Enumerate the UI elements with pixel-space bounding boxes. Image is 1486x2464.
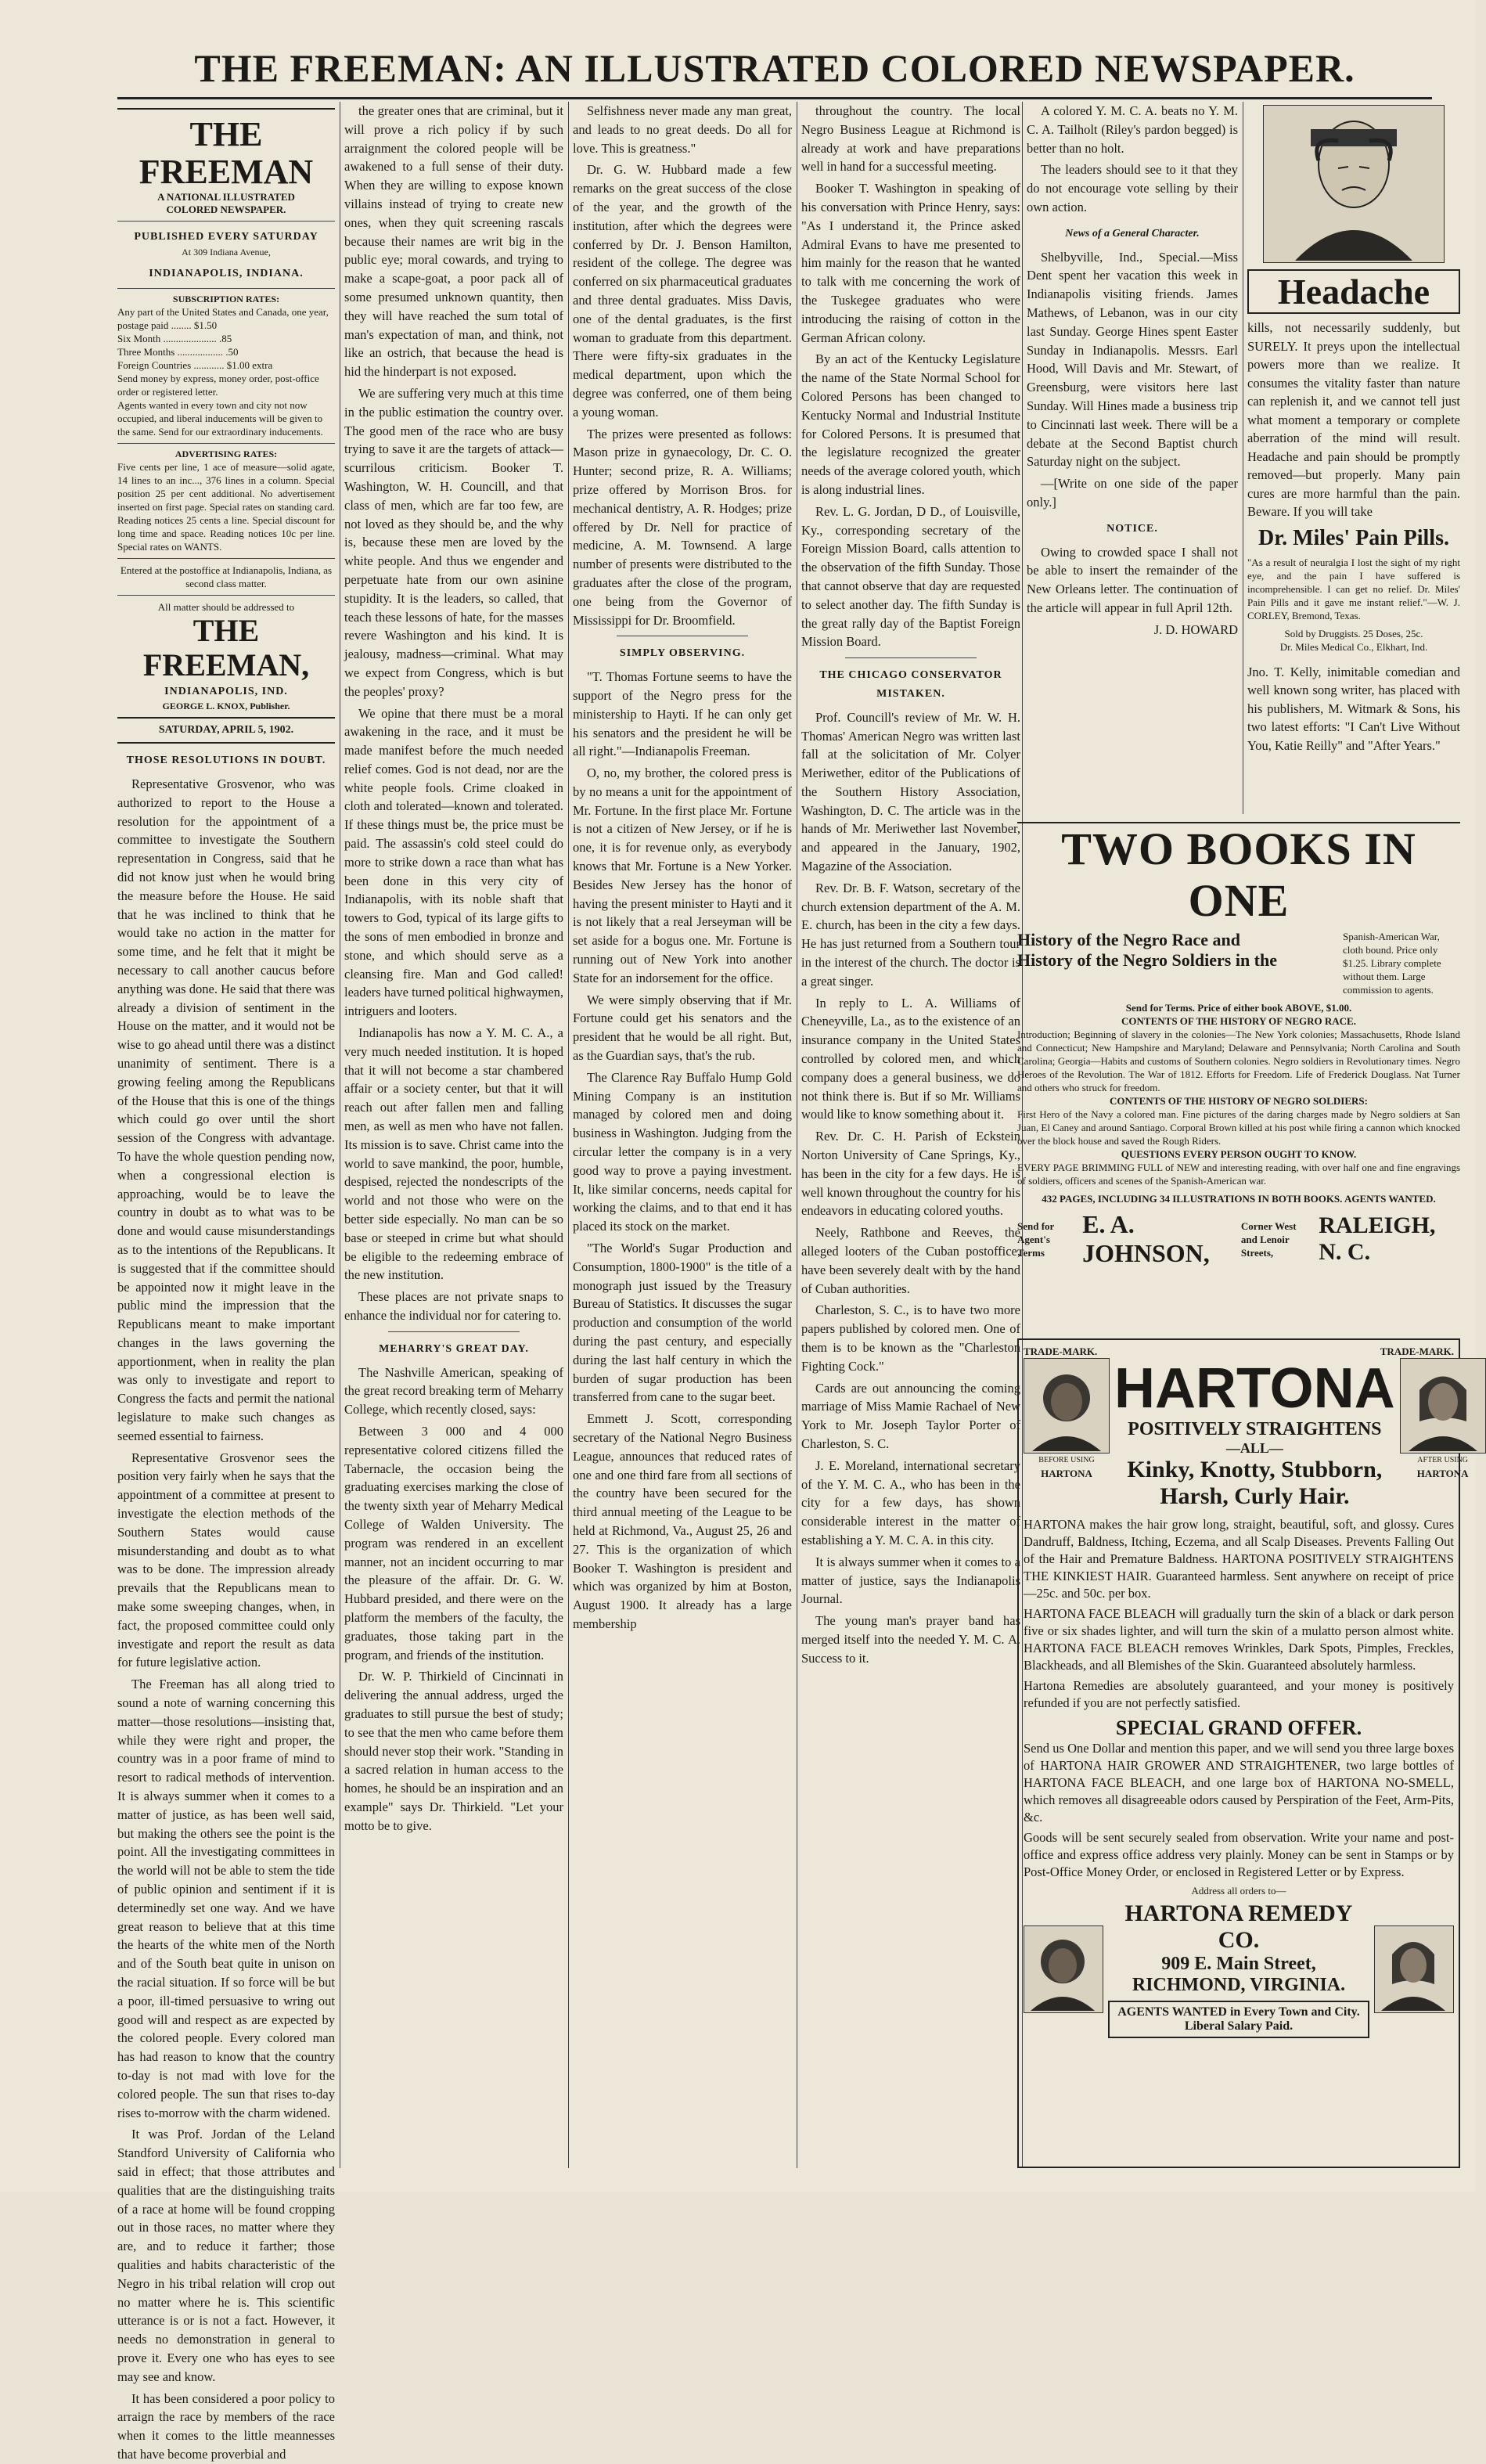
published-line: PUBLISHED EVERY SATURDAY	[134, 231, 318, 243]
subscription-head: SUBSCRIPTION RATES:	[172, 293, 280, 304]
headache-body: kills, not necessarily suddenly, but SURELY. It preys upon the intellectual powers more than we realize. It consumes the vitality faster than nature can replenish it, and we cannot tell just what moment a temporary or complete aberration of the mind will result. Headache and pain should be promptly removed—but properly. Many pain cures are more harmful than the pain. Beware. If you will take	[1247, 320, 1460, 519]
agent-city: RALEIGH, N. C.	[1319, 1212, 1436, 1265]
agent-address: Corner West and Lenoir Streets,	[1240, 1219, 1297, 1259]
article-headline: News of a General Character.	[1065, 227, 1200, 240]
two-books-ad	[1017, 822, 1460, 1268]
brimming-text: EVERY PAGE BRIMMING FULL of NEW and interesting reading, with over half one and fine engravings of soldiers, officers and scenes of the Spanish-American war.	[1017, 1162, 1460, 1187]
article-paragraph: Representative Grosvenor sees the position very fairly when he says that the appointment of a committee at present to investigate the election methods of the Southern States would cause misunderstanding and doubt as to what was to be done. The impression already prevails that the Republicans mean to make some sweeping changes, when, in fact, the proposed committee could only investigate and report the result as data for future legislative action.	[117, 1450, 335, 1670]
column-1	[117, 102, 335, 2462]
article-paragraph: We were simply observing that if Mr. Fortune could get his senators and the president that he would be all right. But, as the Guardian says, that's the rub.	[573, 992, 792, 1064]
notice-text: Owing to crowded space I shall not be able to insert the remainder of the New Orleans letter. The continuation of the article will appear in full April 12th.	[1027, 544, 1238, 615]
article-paragraph: We are suffering very much at this time in the public estimation the country over. The good men of the race who are busy trying to save it are the targets of attack—scurrilous criticism. Booker T. Washington, W. H. Councill, and that class of men, which are far too few, are not loved as they should be, and the why is, because these men are loved by the white people. And thus we engender and perpetuate hate from our own asinine stupidity. It is the leaders, so called, that teach these lessons of hate, for the masses revere Washington and his kind. It is jealousy, madness—criminal. What may we expect from Congress, which is but the peoples' proxy?	[344, 385, 563, 699]
masthead-title: THE FREEMAN	[139, 115, 314, 191]
divider	[117, 595, 335, 596]
page-banner: THE FREEMAN: AN ILLUSTRATED COLORED NEWSPAPER.	[194, 46, 1355, 90]
suffering-man-icon	[1264, 106, 1444, 261]
trade-mark-label: TRADE-MARK.	[1380, 1345, 1454, 1357]
notice-signature: J. D. HOWARD	[1153, 621, 1238, 637]
divider	[117, 443, 335, 444]
pages-line: 432 PAGES, INCLUDING 34 ILLUSTRATIONS IN BOTH BOOKS. AGENTS WANTED.	[1042, 1193, 1436, 1205]
article-paragraph: Rev. Dr. C. H. Parish of Eckstein Norton University of Cane Springs, Ky., has been in the city for a few days. He is well known throughout the country for his endeavors in educating colored youths.	[801, 1129, 1020, 1219]
subscription-line: Any part of the United States and Canada, one year, postage paid ........ $1.50	[117, 305, 329, 331]
article-paragraph: The prizes were presented as follows: Mason prize in gynaecology, Dr. C. O. Hunter; second prize, R. A. Williams; prize offered by Morrison Bros. for mechanical dentistry, A. R. Hodges; prize offered by Dr. Nell for practice of medicine, A. M. Townsend. A large number of presents were distributed to the graduates after the close of the program, one being from the Governor of Mississippi for Dr. Broomfield.	[573, 426, 792, 628]
article-paragraph: Prof. Councill's review of Mr. W. H. Thomas' American Negro was written last fall at the solicitation of Mr. Colyer Meriwether, editor of the Publications of the Southern History Association, Washington, D. C. The article was in the hands of Mr. Meriwether last November, and appeared in the January, 1902, Magazine of the Association.	[801, 709, 1020, 874]
soldiers-contents-head: CONTENTS OF THE HISTORY OF NEGRO SOLDIERS:	[1110, 1095, 1368, 1107]
article-paragraph: O, no, my brother, the colored press is by no means a unit for the appointment of Mr. Fortune. In the first place Mr. Fortune is not a citizen of New Jersey, or if he is one, it is for revenue only, as everybody knows that Mr. Fortune is a New Yorker. Besides New Jersey has the honor of having the present minister to Hayti and it is not likely that a real Jerseyman will be set aside for a bogus one. Mr. Fortune is running out of New York into another State for an indorsement for the office.	[573, 765, 792, 985]
article-headline: SIMPLY OBSERVING.	[619, 647, 746, 660]
trade-mark-label: TRADE-MARK.	[1024, 1345, 1098, 1357]
article-paragraph: The Freeman has all along tried to sound a note of warning concerning this matter—those resolutions—insisting that, while they were right and proper, the country was in a poor frame of mind to resort to radical methods of intervention. It is always summer when it comes to a matter of justice, as has been well said, but making the others see the point is the point. All the investigating committees in the world will not be able to stem the tide of public opinion and sentiment if it is determinedly set one way. And we have great reason to believe that at this time the hearts of the white men of the North and of the South beat quite in unison on the racial situation. If so force will be but a poor, ill-timed persuasive to wring out good will and respect as are expected by the colored people. Every colored man has had reason to know that the country to-day is not mad with love for the colored people. The sun that rises to-day rises to-morrow with the charm widened.	[117, 1677, 335, 2120]
article-paragraph: It was Prof. Jordan of the Leland Standford University of California who said in effect; that those attributes and qualities that are the distinguishing traits of a race at home will be found cropping out in those races, no matter where they are, and to reduce it farther; those qualities and habits characteristic of the Negro in his tribal relation will crop out no matter where he is. This scientific utterance is or is not a fact. However, it needs no demonstration in general to prove it. Every one who has eyes to see may see and know.	[117, 2127, 335, 2384]
before-brand: HARTONA	[1041, 1468, 1092, 1479]
pain-pills-brand: Dr. Miles' Pain Pills.	[1258, 525, 1449, 550]
issue-date: SATURDAY, APRIL 5, 1902.	[117, 717, 335, 744]
hartona-tagline: Kinky, Knotty, Stubborn,	[1127, 1457, 1383, 1482]
soldiers-contents: First Hero of the Navy a colored man. Fine pictures of the daring charges made by Negro soldiers at San Juan, El Caney and around Santiago. Corporal Brown killed at his post while firing a cannon which knocked over the block house and saved the Rough Riders.	[1017, 1108, 1460, 1147]
article-paragraph: The Nashville American, speaking of the great record breaking term of Meharry College, which recently closed, says:	[344, 1364, 563, 1418]
company-city: RICHMOND, VIRGINIA.	[1132, 1975, 1346, 1995]
article-paragraph: Dr. W. P. Thirkield of Cincinnati in delivering the annual address, urged the graduates to still pursue the best of study; to see that the men who came before them should never stop their work. "Standing in a sacred relation in human access to the homes, he should be an inspiration and an example" says Dr. Thirkield. "Let your motto be to give.	[344, 1669, 563, 1833]
article-paragraph: "T. Thomas Fortune seems to have the support of the Negro press for the ministership to Hayti. If he can only get his senators and the president he will be all right."—Indianapolis Freeman.	[573, 669, 792, 759]
kelly-note: Jno. T. Kelly, inimitable comedian and well known song writer, has placed with his publishers, M. Witmark & Sons, his two latest efforts: "I Can't Live Without You, Katie Reilly" and "After Years."	[1247, 664, 1460, 753]
company-name: HARTONA REMEDY CO.	[1124, 1900, 1353, 1953]
divider	[845, 657, 977, 658]
article-paragraph: the greater ones that are criminal, but it will prove a rich policy if by such arraignment the colored people will be awakened to a full sense of their duty. When they are willing to expose known villains instead of trying to create new ones, when they quit screening rascals because their names are writ big in the public eye; moral cowards, and trying to make a scape-goat, a poor pack all of some presumed unknown quantity, then they will have reached the sum total of man's expectation of man, and think, not like an ostrich, that because the head is hid the hinderpart is not exposed.	[344, 103, 563, 380]
after-portrait	[1400, 1358, 1486, 1454]
divider	[117, 288, 335, 289]
pills-testimonial: "As a result of neuralgia I lost the sight of my right eye, and the pain I have suffered is incomprehensible. I can get no relief. Dr. Miles' Pain Pills and it gave me instant relief."—W. J. CORLEY, Bremond, Texas.	[1247, 556, 1460, 621]
two-books-title: TWO BOOKS IN ONE	[1061, 823, 1416, 926]
subscription-line: Six Month ..................... .85	[117, 332, 232, 344]
article-paragraph: Rev. L. G. Jordan, D D., of Louisville, Ky., corresponding secretary of the Foreign Mission Board, calls attention to the observation of the fifth Sunday. Those that cannot observe that day are requested to select another day. The fifth Sunday is the great rally day of the Baptist Foreign Mission Board.	[801, 503, 1020, 650]
article-paragraph: A colored Y. M. C. A. beats no Y. M. C. A. Tailholt (Riley's pardon begged) is better than no holt.	[1027, 103, 1238, 156]
shipping-body: Goods will be sent securely sealed from observation. Write your name and post-office and express office address very plainly. Money can be sent in Stamps or by Post-Office Money Order, or enclosed in Registered Letter or by Express.	[1024, 1830, 1454, 1879]
agent-label: Send for Agent's Terms	[1017, 1219, 1055, 1259]
headache-ad	[1247, 102, 1460, 814]
article-paragraph: Indianapolis has now a Y. M. C. A., a very much needed institution. It is hoped that it will not become a star chambered affair or a society center, but that it will reach out after fallen men and falling men, as well as men who have not fallen. Its mission is to save. Christ came into the world to save mankind, the poor, humble, despised, rejected the nondescripts of the world and not those who were on the better side especially. No man can be so base or steeped in crime but what should be eligible to the redeeming embrace of the new institution.	[344, 1025, 563, 1283]
article-paragraph: Shelbyville, Ind., Special.—Miss Dent spent her vacation this week in Indianapolis visiting friends. James Mathews, of Lebanon, was in our city last Sunday. George Hines spent Easter Sunday in Indianapolis. Messrs. Earl Hood, Will Davis and Mr. Stewart, of Greensburg, were visitors here last Sunday. Will Hines made a business trip to Cincinnati last week. There will be a debate at the Second Baptist church Saturday night on the subject.	[1027, 249, 1238, 470]
address-line: Address all orders to—	[1191, 1885, 1286, 1897]
article-paragraph: Selfishness never made any man great, and leads to no great deeds. Do all for love. This is greatness."	[573, 103, 792, 156]
address-big: THE FREEMAN,	[142, 612, 310, 683]
address-city: INDIANAPOLIS, IND.	[164, 685, 288, 697]
subscription-line: Foreign Countries ............ $1.00 extra	[117, 358, 273, 371]
article-paragraph: "The World's Sugar Production and Consumption, 1800-1900" is the title of a monograph just issued by the Treasury Bureau of Statistics. It discusses the sugar production and consumption of the world during the past century, and especially during the last half century in which the burden of sugar production has been transferred from cane to the sugar beet.	[573, 1241, 792, 1405]
article-headline: THOSE RESOLUTIONS IN DOUBT.	[126, 755, 326, 767]
questions-head: QUESTIONS EVERY PERSON OUGHT TO KNOW.	[1121, 1148, 1357, 1160]
grand-offer-body: Send us One Dollar and mention this paper, and we will send you three large boxes of HARTONA HAIR GROWER AND STRAIGHTENER, two large bottles of HARTONA FACE BLEACH, and one large box of HARTONA NO-SMELL, which removes all disagreeable odors caused by Perspiration of the Feet, Arm-Pits, &c.	[1024, 1741, 1454, 1825]
woman-portrait-icon	[1024, 1359, 1109, 1451]
subscription-list	[117, 305, 335, 438]
subscription-line: Send money by express, money order, post-office order or registered letter.	[117, 372, 319, 398]
hartona-body: HARTONA makes the hair grow long, straight, beautiful, soft, and glossy. Cures Dandruff, Baldness, Itching, Eczema, and all Scalp Diseases. Prevents Falling Out of the Hair and Premature Baldness. HARTONA POSITIVELY STRAIGHTENS THE KINKIEST HAIR. Guaranteed harmless. Sent anywhere on receipt of price—25c. and 50c. per box.	[1024, 1517, 1454, 1601]
subscription-line: Agents wanted in every town and city not now occupied, and liberal inducements will be given to the same. Send for our extraordinary inducements.	[117, 398, 323, 438]
article-paragraph: Neely, Rathbone and Reeves, the alleged looters of the Cuban postoffice, have been severely dealt with by the hand of Cuban authorities.	[801, 1225, 1020, 1296]
advertising-text: Five cents per line, 1 ace of measure—solid agate, 14 lines to an inc..., 376 lines in a column. Special position 25 per cent additional. No advertisement inserted on first page. Special rates on standing card. Reading notices 25 cents a line. Special discount for long time and space. Reading notices 10c per line. Special rates on WANTS.	[117, 460, 335, 553]
article-paragraph: —[Write on one side of the paper only.]	[1027, 476, 1238, 510]
headache-title: Headache	[1247, 269, 1460, 314]
article-paragraph: Dr. G. W. Hubbard made a few remarks on the great success of the close of the year, and the growth of the institution, after which the degrees were conferred by Dr. J. Benson Hamilton, resident of the college. The degree was conferred on six pharmaceutical graduates and three dental graduates. Miss Davis, one of the dental graduates, is the first woman to graduate from this department. There were fifty-six graduates in the medical department, upon which the degree was conferred, one of them being a young woman.	[573, 162, 792, 420]
masthead-subtitle: A NATIONAL ILLUSTRATED	[157, 191, 295, 203]
column-4	[801, 102, 1020, 2168]
hartona-ad	[1017, 1338, 1469, 2168]
masthead-rule	[117, 108, 335, 110]
books-send: Send for Terms. Price of either book ABOVE, $1.00.	[1125, 1002, 1352, 1014]
hartona-title: HARTONA	[1114, 1357, 1395, 1420]
article-paragraph: throughout the country. The local Negro Business League at Richmond is already at work and have preparations well in hand for a successful meeting.	[801, 103, 1020, 175]
pills-sold: Sold by Druggists. 25 Doses, 25c.	[1284, 627, 1423, 639]
after-portrait-bottom	[1374, 1925, 1454, 2013]
advertising-head: ADVERTISING RATES:	[175, 448, 278, 459]
article-paragraph: Charleston, S. C., is to have two more papers published by colored men. One of them is to be known as the "Charleston Fighting Cock."	[801, 1302, 1020, 1374]
article-paragraph: Representative Grosvenor, who was authorized to report to the House a resolution for the appointment of a committee to investigate the Southern representation in Congress, said that he did not know just when he would bring the measure before the House. He said that he was inclined to think that he would take no action in the matter for some time, and he felt that it might be necessary to call another caucus before anything was done. He said that there was already a division of sentiment in the House on the matter, and it would not be wise to go ahead until there was a distinct unanimity of sentiment. There is a growing feeling among the Republicans of the House that this is one of the things which could go over until the short session of the Congress with advantage. To have the whole question pending now, when a congressional election is approaching, would be to leave the country in doubt as to what was to be done and would cause misunderstandings as to the intentions of the Republicans. It is suggested that if the committee should be appointed now it might leave in the public mind the impression that the Republicans meant to make important changes in the laws governing the apportionment, when in reality the plan was only to investigate and report to Congress the facts and permit the national legislature to make such changes as seemed essential to fairness.	[117, 776, 335, 1443]
article-paragraph: It has been considered a poor policy to arraign the race by members of the race when it comes to the little meannesses that have become proverbial and	[117, 2390, 335, 2462]
books-subtitle: History of the Negro Soldiers in the	[1017, 950, 1278, 970]
divider	[388, 1331, 520, 1332]
article-paragraph: J. E. Moreland, international secretary of the Y. M. C. A., who has been in the city for a few days, has shown considerable interest in the matter of establishing a Y. M. C. A. in this city.	[801, 1457, 1020, 1547]
grand-offer-title: SPECIAL GRAND OFFER.	[1115, 1717, 1362, 1739]
column-rule	[568, 102, 569, 2168]
after-brand: HARTONA	[1416, 1468, 1469, 1479]
city-line: INDIANAPOLIS, INDIANA.	[149, 267, 304, 279]
article-headline: MEHARRY'S GREAT DAY.	[379, 1342, 529, 1355]
woman-portrait-icon	[1024, 1926, 1101, 2011]
before-portrait-bottom	[1024, 1925, 1103, 2013]
article-paragraph: Cards are out announcing the coming marriage of Miss Mamie Rachael of New York to Mr. Joseph Taylor Porter of Charleston, S. C.	[801, 1380, 1020, 1451]
agents-wanted: AGENTS WANTED in Every Town and City. Liberal Salary Paid.	[1108, 2001, 1369, 2038]
books-contents-head: CONTENTS OF THE HISTORY OF NEGRO RACE.	[1121, 1015, 1356, 1027]
article-paragraph: The leaders should see to it that they do not encourage vote selling by their own action.	[1027, 162, 1238, 214]
article-paragraph: Between 3 000 and 4 000 representative colored citizens filled the Tabernacle, the occasion being the graduating exercises marking the close of the twenty sixth year of Meharry Medical College of Walden University. The program was rendered in an excellent manner, not an incident occurring to mar the pleasure of the affair. Dr. G. W. Hubbard presided, and there were on the platform the members of the faculty, the graduates, those taking part in the program, and friends of the institution.	[344, 1423, 563, 1662]
column-5	[1027, 102, 1238, 814]
article-paragraph: In reply to L. A. Williams of Cheneyville, La., as to the existence of an insurance company in the United States controlled by colored men, and which company does a general business, we do not think there is. But if so Mr. Williams would like to know something about it.	[801, 995, 1020, 1122]
after-label: AFTER USING	[1417, 1456, 1469, 1464]
before-portrait	[1024, 1358, 1110, 1454]
article-paragraph: These places are not private snaps to enhance the individual nor for catering to.	[344, 1289, 563, 1323]
headache-illustration	[1263, 105, 1445, 263]
books-side-note: Spanish-American War, cloth bound. Price only $1.25. Library complete without them. Large commission to agents.	[1343, 931, 1441, 996]
hartona-tagline: —ALL—	[1225, 1440, 1283, 1456]
article-paragraph: It is always summer when it comes to a matter of justice, says the Indianapolis Journal.	[801, 1554, 1020, 1607]
address-to: All matter should be addressed to	[157, 600, 295, 613]
article-paragraph: Booker T. Washington in speaking of his conversation with Prince Henry, says: "As I understand it, the Prince asked Admiral Evans to have me presented to him mainly for the reason that he wanted to talk with me concerning the work of the Tuskegee graduates who were introducing the raising of cotton in the German African colony.	[801, 181, 1020, 345]
publisher: GEORGE L. KNOX, Publisher.	[162, 701, 290, 712]
company-street: 909 E. Main Street,	[1161, 1954, 1316, 1974]
article-paragraph: The Clarence Ray Buffalo Hump Gold Mining Company is an institution managed by colored men and doing business in Washington. Judging from the circular letter the company is in a very good way to prove a paying investment. It, like similar concerns, needs capital for working the claims, and to that end it has placed its stock on the market.	[573, 1069, 792, 1234]
before-label: BEFORE USING	[1038, 1456, 1095, 1464]
books-contents: Introduction; Beginning of slavery in the colonies—The New York colonies; Massachusetts, Rhode Island and Connecticut; New Hampshire and Maryland; Delaware and Pennsylvania; North Carolina and South Carolina; Georgia—Habits and customs of Southern colonies. Negro soldiers in Revolutionary times. Negro Heroes of the Revolution. The War of 1812. Efforts for Freedom. Life of Frederick Douglass. Nat Turner and others who struck for freedom.	[1017, 1028, 1460, 1093]
article-paragraph: By an act of the Kentucky Legislature the name of the State Normal School for Colored Persons has been changed to Kentucky Normal and Industrial Institute for Colored Persons. It is presumed that the legislature recognized the greater needs of the average colored youth, which is along industrial lines.	[801, 351, 1020, 497]
divider	[117, 221, 335, 222]
article-paragraph: The young man's prayer band has merged itself into the needed Y. M. C. A. Success to it.	[801, 1613, 1020, 1666]
hartona-tagline: Harsh, Curly Hair.	[1160, 1483, 1350, 1509]
notice-headline: NOTICE.	[1106, 522, 1158, 535]
woman-portrait-icon	[1375, 1926, 1452, 2011]
guarantee-body: Hartona Remedies are absolutely guaranteed, and your money is positively refunded if you are not perfectly satisfied.	[1024, 1678, 1454, 1710]
pills-company: Dr. Miles Medical Co., Elkhart, Ind.	[1279, 640, 1428, 653]
hartona-tagline: POSITIVELY STRAIGHTENS	[1128, 1419, 1382, 1439]
column-2	[344, 102, 563, 2168]
divider	[117, 558, 335, 559]
books-subtitle: History of the Negro Race and	[1017, 930, 1240, 949]
woman-portrait-icon	[1401, 1359, 1485, 1451]
entered-note: Entered at the postoffice at Indianapolis, Indiana, as second class matter.	[120, 564, 333, 589]
column-3	[573, 102, 792, 2168]
bleach-body: HARTONA FACE BLEACH will gradually turn the skin of a black or dark person five or six shades lighter, and will turn the skin of a mulatto person almost white. HARTONA FACE BLEACH removes Wrinkles, Dark Spots, Pimples, Freckles, Blackheads, and all Blemishes of the Skin. Guaranteed absolutely harmless.	[1024, 1606, 1454, 1673]
article-paragraph: We opine that there must be a moral awakening in the race, and it must be made manifest before the much needed relief comes. God is not dead, nor are the white people fools. Crime cloaked in cloth and tolerated—known and tolerated. If these things must be, the price must be paid. The assassin's cold steel could do more to strike down a race than what has been done in this very city of Indianapolis, with its noble shaft that towers to God, typical of its large gifts to the sons of men embodied in bronze and stone, and which should serve as a cleansing fire. Man and God called! leaders have turned political highwaymen, intriguers and looters.	[344, 705, 563, 1019]
subscription-line: Three Months .................. .50	[117, 345, 239, 358]
masthead-subtitle: COLORED NEWSPAPER.	[166, 204, 286, 215]
agent-name: E. A. JOHNSON,	[1082, 1210, 1210, 1267]
article-paragraph: Emmett J. Scott, corresponding secretary of the National Negro Business League, announces that reduced rates of one and one third fare from all sections of the country have been secured for the third annual meeting of the League to be held at Richmond, Va., August 25, 26 and 27. This is the organization of which Booker T. Washington is president and which was organized by him at Boston, August 1900. It already has a large membership	[573, 1411, 792, 1631]
article-headline: THE CHICAGO CONSERVATOR MISTAKEN.	[819, 669, 1002, 700]
article-paragraph: Rev. Dr. B. F. Watson, secretary of the church extension department of the A. M. E. church, has been in the city a few days. He has just returned from a Southern tour in the interest of the church. The doctor is a great singer.	[801, 880, 1020, 989]
street-address: At 309 Indiana Avenue,	[182, 246, 271, 258]
top-rule	[117, 97, 1432, 99]
